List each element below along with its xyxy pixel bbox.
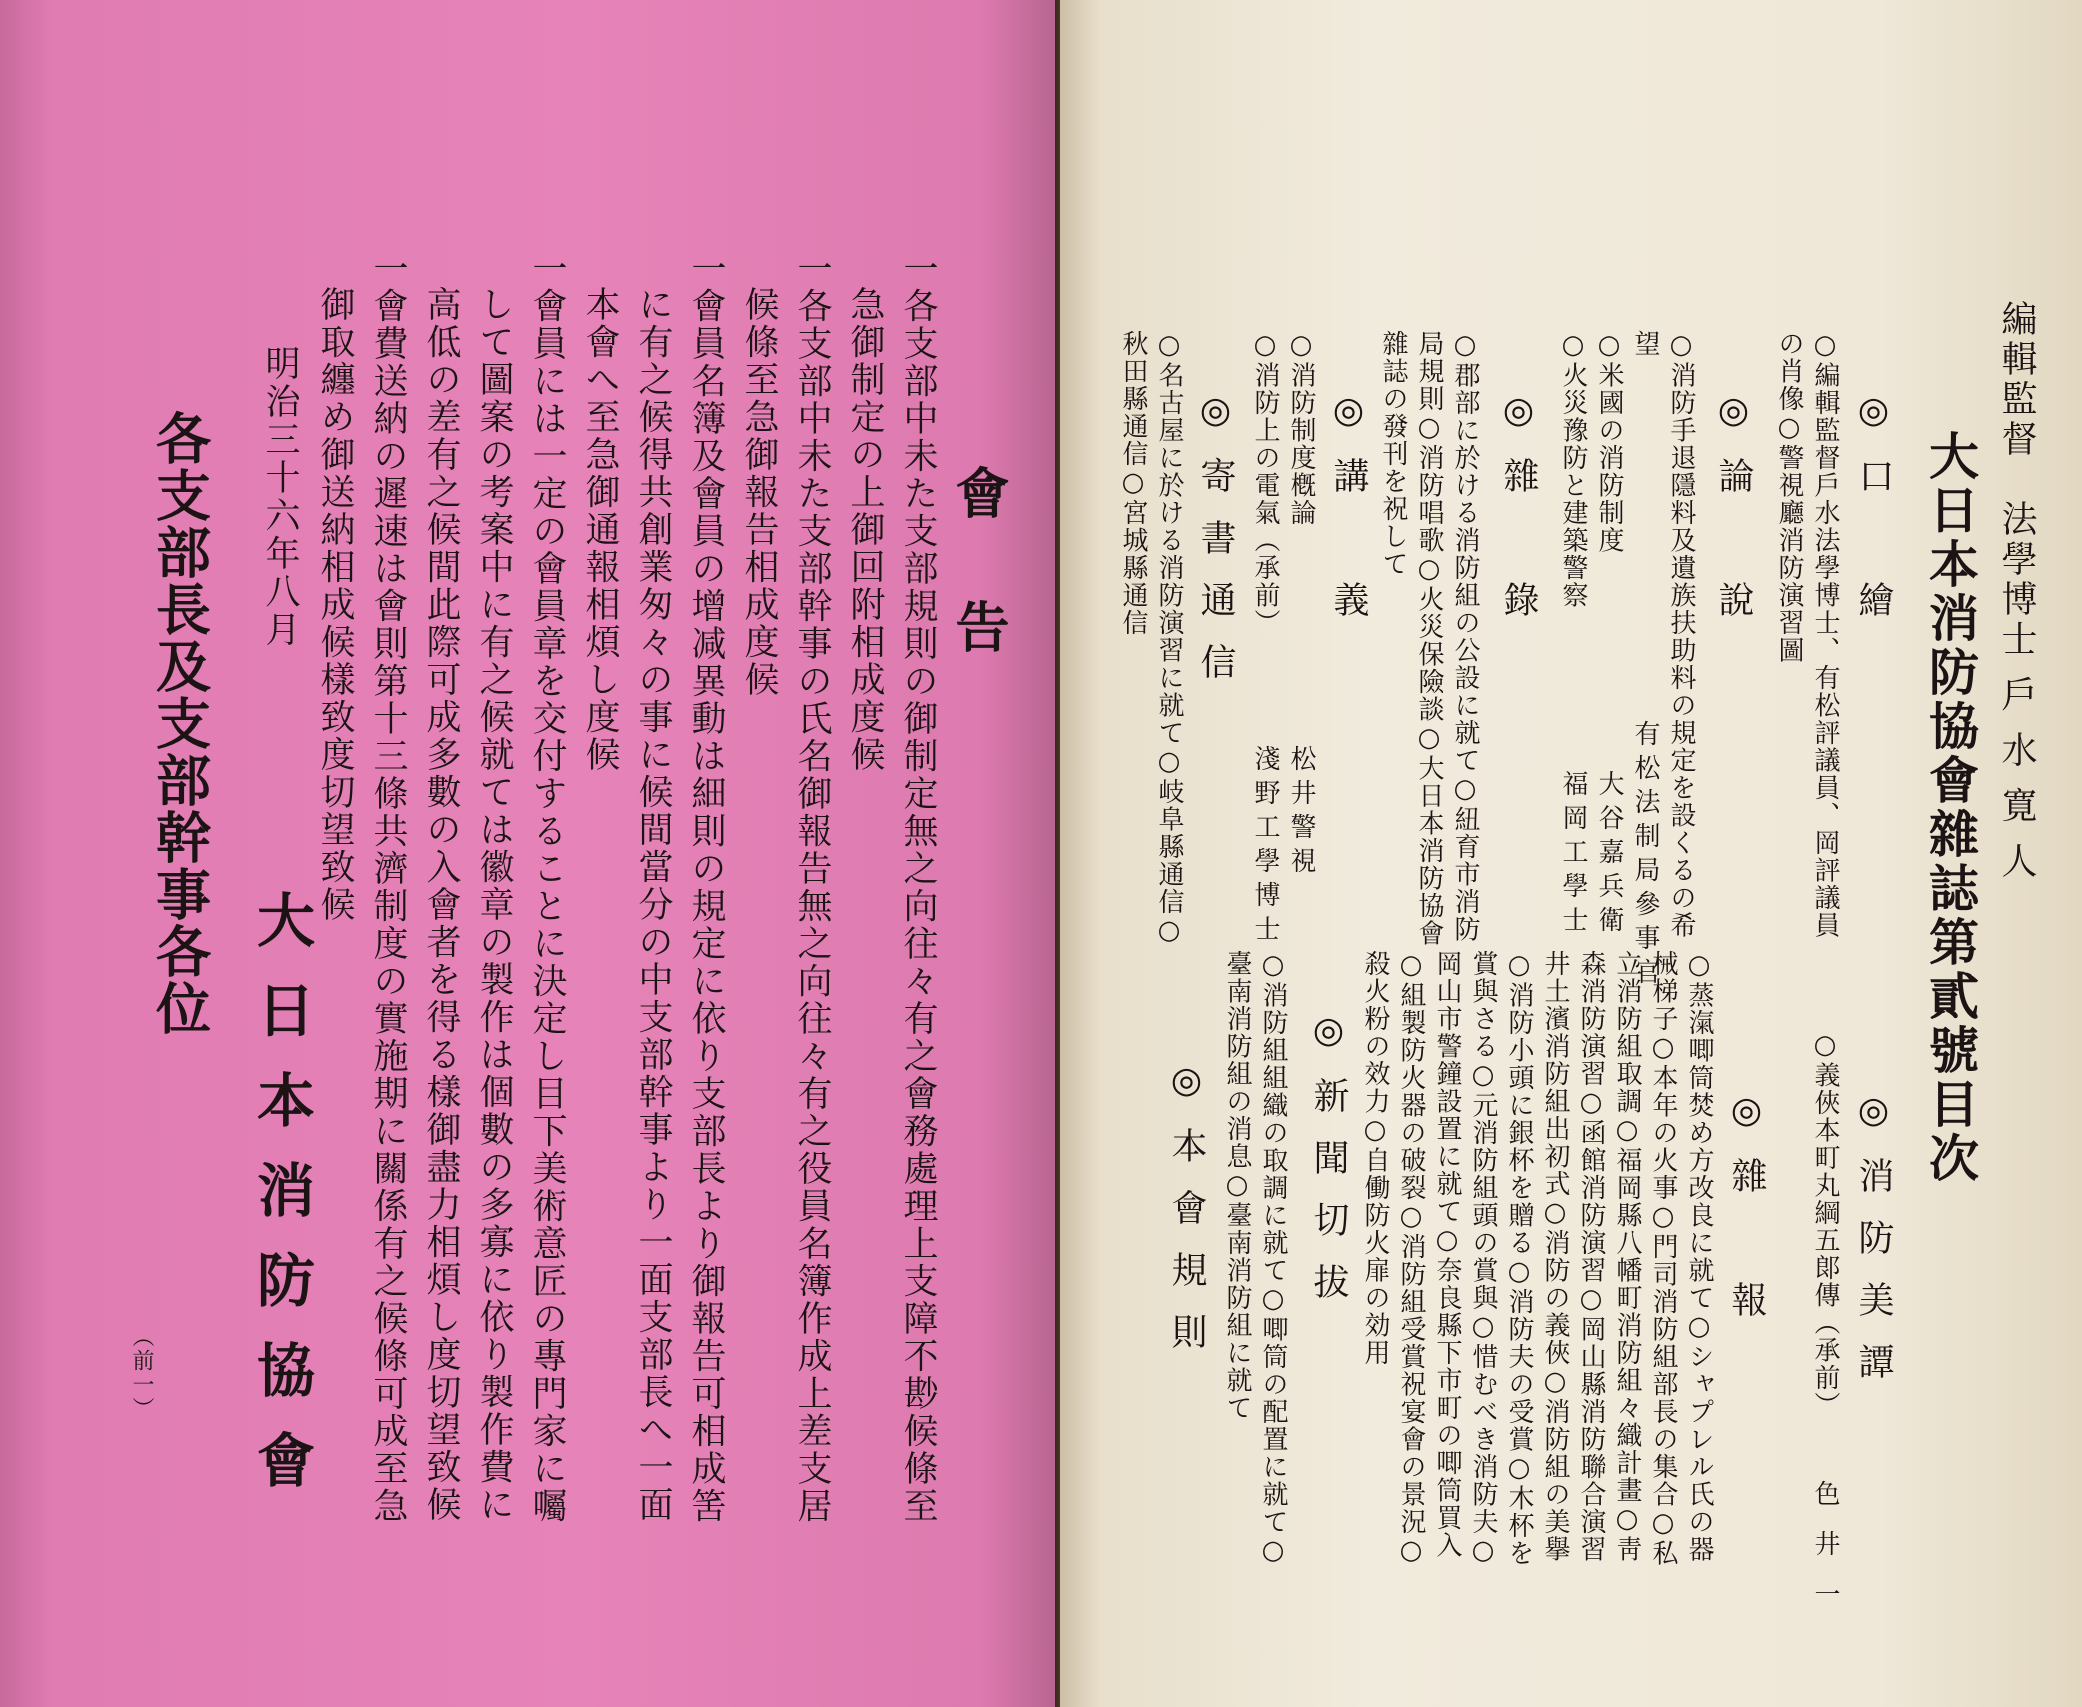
editor-credit: 編輯監督 法學博士 戶 水 寛 人 <box>1996 300 2037 882</box>
section-heading: ◎寄書通信 <box>1195 390 1236 705</box>
section-heading: ◎消防美譚 <box>1853 1090 1894 1405</box>
section-heading: ◎雜 報 <box>1726 1090 1767 1343</box>
contents-item: ○名古屋に於ける消防演習に就て○岐阜縣通信○ <box>1154 330 1184 947</box>
author: 大谷嘉兵衛 <box>1594 770 1624 940</box>
notice-title: 會告 <box>947 465 1011 733</box>
contents-item: ○蒸滊唧筒焚め方改良に就て○シャプレル氏の器 <box>1684 950 1714 1563</box>
contents-item: ○消防手退隱料及遺族扶助料の規定を設くるの希 <box>1666 330 1696 939</box>
notice-line: して圖案の考案中に有之候就ては徽章の製作は個數の多寡に依り製作費に <box>474 286 514 1524</box>
author: 色 井 一 <box>1810 1480 1840 1615</box>
contents-item: の肖像○警視廳消防演習圖 <box>1774 330 1804 664</box>
contents-item: ○編輯監督戶水法學博士、有松評議員、岡評議員 <box>1810 330 1840 939</box>
contents-item: ○郡部に於ける消防組の公設に就て○紐育市消防 <box>1450 330 1480 943</box>
notice-date: 明治三十六年八月 <box>260 345 300 649</box>
contents-item: ○消防小頭に銀杯を贈る○消防夫の受賞○木杯を <box>1504 950 1534 1567</box>
contents-item: 岡山市警鐘設置に就て○奈良縣下市町の唧筒買入 <box>1432 950 1462 1559</box>
section-heading: ◎講 義 <box>1328 390 1369 643</box>
contents-item: ○米國の消防制度 <box>1594 330 1624 554</box>
contents-page <box>1060 0 2082 1707</box>
author: 淺野工學博士 <box>1250 745 1280 949</box>
contents-item: 秋田縣通信○宮城縣通信 <box>1118 330 1148 637</box>
notice-line: 一各支部中未た支部規則の御制定無之向往々有之會務處理上支障不尠候條至 <box>898 250 938 1525</box>
notice-addressee: 各支部長及支部幹事各位 <box>147 410 212 1037</box>
author: 福岡工學士 <box>1558 770 1588 940</box>
contents-item: ○消防制度槪論 <box>1286 330 1316 527</box>
notice-line: 御取纏め御送納相成候樣致度切望致候 <box>315 286 355 924</box>
contents-item: ○消防組組織の取調に就て○唧筒の配置に就て○ <box>1258 950 1288 1567</box>
page-number: （前一） <box>129 1325 154 1421</box>
notice-line: 高低の差有之候間此際可成多數の入會者を得る樣御盡力相煩し度切望致候 <box>421 286 461 1524</box>
section-heading: ◎雜 錄 <box>1498 390 1539 643</box>
contents-item: 臺南消防組の消息○臺南消防組に就て <box>1222 950 1252 1422</box>
contents-item: 殺火粉の效力○自働防火扉の効用 <box>1360 950 1390 1367</box>
notice-organization: 大日本消防協會 <box>247 890 315 1520</box>
contents-item: ○火災豫防と建築警察 <box>1558 330 1588 609</box>
contents-item: 雜誌の發刊を祝して <box>1378 330 1408 578</box>
section-heading: ◎論 說 <box>1713 390 1754 643</box>
author: 松井警視 <box>1286 745 1316 881</box>
notice-line: 本會へ至急御通報相煩し度候 <box>580 286 620 774</box>
notice-line: 一會員名簿及會員の增减異動は細則の規定に依り支部長より御報告可相成筈 <box>686 250 726 1525</box>
contents-item: 賞與さる○元消防組頭の賞與○惜むべき消防夫○ <box>1468 950 1498 1567</box>
notice-line: 候條至急御報告相成度候 <box>739 286 779 699</box>
contents-item: 立消防組取調○福岡縣八幡町消防組々織計畫○靑 <box>1612 950 1642 1563</box>
contents-item: ○組製防火器の破裂○消防組受賞祝宴會の景況○ <box>1396 950 1426 1567</box>
notice-line: 急御制定の上御回附相成度候 <box>845 286 885 774</box>
section-heading: ◎口 繪 <box>1853 390 1894 643</box>
notice-line: 一會員には一定の會員章を交付することに決定し目下美術意匠の專門家に囑 <box>527 250 567 1525</box>
contents-item: 局規則○消防唱歌○火災保險談○大日本消防協會 <box>1414 330 1444 947</box>
author: 有松法制局參事官 <box>1630 720 1660 992</box>
contents-item: 森消防演習○函館消防演習○岡山縣消防聯合演習 <box>1576 950 1606 1563</box>
contents-item: 井土濱消防組出初式○消防の義俠○消防組の美擧 <box>1540 950 1570 1563</box>
contents-title: 大日本消防協會雜誌第貳號目次 <box>1921 430 1980 1186</box>
notice-line: 一各支部中未た支部幹事の氏名御報告無之向往々有之役員名簿作成上差支居 <box>792 250 832 1525</box>
contents-item: 械梯子○本年の火事○門司消防組部長の集合○私 <box>1648 950 1678 1567</box>
contents-item: ○消防上の電氣（承前） <box>1250 330 1280 637</box>
contents-item: ○義俠本町丸綱五郞傳（承前） <box>1810 1030 1840 1419</box>
notice-line: に有之候得共創業匆々の事に候間當分の中支部幹事より一面支部長へ一面 <box>633 286 673 1524</box>
notice-line: 一會費送納の遲速は會則第十三條共濟制度の實施期に關係有之候條可成至急 <box>368 250 408 1525</box>
contents-item: 望 <box>1630 330 1660 358</box>
section-heading: ◎新聞切拔 <box>1308 1010 1349 1325</box>
section-heading: ◎本會規則 <box>1166 1060 1207 1375</box>
